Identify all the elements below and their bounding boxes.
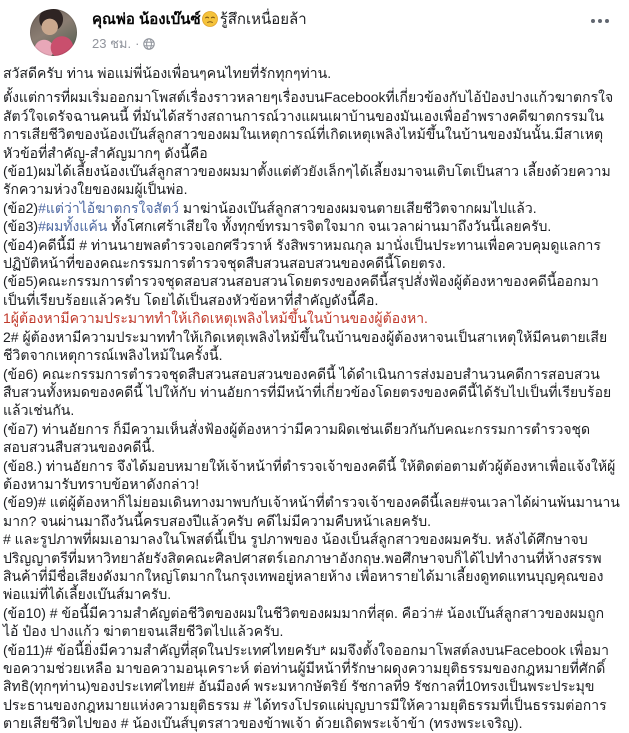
post-text-segment: มาฆ่าน้องเบ๊นส์ลูกสาวของผมจนตายเสียชีวิตจากผมไปแล้ว. (179, 199, 537, 216)
post-header-text (92, 9, 613, 52)
post-text-segment: ทั้งโศกเศร้าเสียใจ ทั้งทุกข์ทรมารจิตใจมาก จนเวลาผ่านมาถึงวันนี้เลยครับ. (107, 218, 552, 235)
post-text-segment: (ข้อ6) คณะกรรมการตำรวจชุดสืบสวนสอบสวนของคดีนี้ ได้ดำเนินการส่งมอบสำนวนคดีการสอบสวนสืบสวนทั้งหมดของคดีนี้ ไปให้กับ ท่านอัยการที่มีหน้าที่เกี่ยวข้องโดยตรงของคดีนี้ได้รับไปเป็นที่เรียบร้อยแล้วเช่นกัน. (3, 365, 612, 419)
post-paragraph (3, 236, 621, 273)
post-text-segment: (ข้อ4)คดีนี้มี # ท่านนายพลตำรวจเอกศรีวราห์ รังสิพราหมณกุล มานั่งเป็นประทานเพื่อควบคุมดูแลการปฏิบัติหน้าที่ของคณะกรรมการตำรวจชุดสืบสวนสอบสวนของคดีนี้โดยตรง. (3, 236, 601, 272)
post-text-segment: (ข้อ7) ท่านอัยการ ก็มีความเห็นสั่งฟ้องผู้ต้องหาว่ามีความผิดเช่นเดียวกันกับคณะกรรมการตำรวจชุดสอบสวนสืบสวนของคดีนี้. (3, 420, 591, 456)
avatar[interactable] (30, 9, 77, 56)
post-paragraph (3, 272, 621, 309)
post-text-segment: # และรูปภาพที่ผมเอามาลงในโพสต์นี้เป็น รูปภาพของ น้องเบ็นส์ลูกสาวของผมครับ. หลังได้ศึกษาจบปริญญาตรีที่มหาวิทยาลัยรังสิตคณะศิลปศาสตร์เอกภาษาอังกฤษ.พอศึกษาจบก็ได้ไปทำงานที่ห้างสรรพสินค้าที่มีชื่อเสียงดังมากใหญ่โตมากในกรุงเทพอยู่หลายห้าง เพื่อหารายได้มาเลี้ยงดูทดแทนบุญคุณของพ่อแม่ที่ได้เลี้ยงเบ๊นส์มาครับ. (3, 531, 604, 603)
dot-icon (598, 19, 602, 23)
globe-icon (143, 38, 155, 50)
highlighted-red-text: 1ผู้ต้องหามีความประมาททำให้เกิดเหตุเพลิงไหม้ขึ้นในบ้านของผู้ต้องหา. (3, 310, 428, 327)
post-paragraph (3, 530, 621, 604)
timestamp[interactable]: 23 ชม. (92, 36, 132, 51)
post-paragraph (3, 162, 621, 199)
post-text-segment: 2# ผู้ต้องหามีความประมาททำให้เกิดเหตุเพลิงไหม้ขึ้นในบ้านของผู้ต้องหาจนเป็นสาเหตุให้มีคนตายเสียชีวิตจากเหตุการณ์เพลิงไหม้ในครั้งนี้. (3, 328, 608, 364)
post-content (0, 61, 629, 733)
feeling-tired-emoji (202, 11, 218, 33)
post-paragraph (3, 457, 621, 494)
post-paragraph (3, 328, 621, 365)
post-text-segment: (ข้อ10) # ข้อนี้มีความสำคัญต่อชีวิตของผมในชีวิตของผมมากที่สุด. คือว่า# น้องเบ๊นส์ลูกสาวของผมถูก ไอ้ ป๋อง ปางแก้ว ฆ่าตายจนเสียชีวิตไปแล้วครับ. (3, 604, 605, 640)
post-text-segment: (ข้อ2) (3, 199, 39, 216)
post-text-segment: (ข้อ5)คณะกรรมการตำรวจชุดสอบสวนสอบสวนโดยตรงของคดีนี้สรุปสั่งฟ้องผู้ต้องหาของคดีนี้ออกมาเป็นที่เรียบร้อยแล้วครับ โดยได้เป็นสองหัวข้อหาที่สำคัญดังนี้คือ. (3, 273, 599, 308)
post-paragraph (3, 88, 621, 162)
post-paragraph (3, 641, 621, 733)
post-paragraph (3, 493, 621, 530)
author-name[interactable]: คุณพ่อ น้องเบ๊นซ์ (92, 11, 201, 28)
post-text-segment: (ข้อ1)ผมได้เลี้ยงน้องเบ๊นส์ลูกสาวของผมมาตั้งแต่ตัวยังเล็กๆได้เลี้ยงมาจนเติบโตเป็นสาว เลี้ยงด้วยความรักความห่วงใยของผมผู้เป็นพ่อ. (3, 163, 611, 198)
post-paragraph (3, 365, 621, 420)
post-header (0, 0, 629, 61)
author-feeling-line (92, 10, 613, 33)
post-text-segment: (ข้อ8.) ท่านอัยการ จึงได้มอบหมายให้เจ้าหน้าที่ตำรวจเจ้าของคดีนี้ ให้ติดต่อตามตัวผู้ต้องหาเพื่อแจ้งให้ผู้ต้องหามารับทราบข้อหาดังกล่าว! (3, 457, 616, 492)
post-paragraph (3, 420, 621, 457)
feeling-text: รู้สึกเหนื่อยล้า (219, 11, 307, 28)
post-text-segment: (ข้อ11)# ข้อนี้ยิ่งมีความสำคัญที่สุดในประเทศไทยครับ* ผมจึงตั้งใจออกมาโพสต์ลงบนFacebook เพื่อมาขอความช่วยเหลือ มาขอความอนุเคราะห์ ต่อท่านผู้มีหน้าที่รักษาผดุงความยุติธรรมของกฎหมายที่ศักดิ์สิทธิ(ทุกๆท่าน)ของประเทศไทย# อันมีองค์ พระมหากษัตริย์ รัชกาลที่9 รัชกาลที่10ทรงเป็นพระประมุขประธานของกฎหมายแห่งความยุติธรรม # ได้ทรงโปรดแผ่บุญบารมีให้ความยุติธรรมที่เป็นธรรมต่อการตายเสียชีวิตไปของ # น้องเบ๊นส์บุตรสาวของข้าพเจ้า ด้วยเถิดพระเจ้าข้า (ทรงพระเจริญ). (3, 641, 609, 732)
more-options-button[interactable] (587, 12, 613, 30)
hashtag-link[interactable]: #ผมทั้งแค้น (38, 218, 108, 235)
post-paragraph (3, 604, 621, 641)
post-paragraph (3, 309, 621, 327)
dot-icon (605, 19, 609, 23)
meta-separator: · (135, 36, 140, 51)
post-paragraph (3, 199, 621, 217)
post-text-segment: สวัสดีครับ ท่าน พ่อแม่พี่น้องเพื่อนๆคนไทยที่รักทุกๆท่าน. (3, 65, 332, 81)
post-text-segment: ตั้งแต่การที่ผมเริ่มออกมาโพสต์เรื่องราวหลายๆเรื่องบนFacebookที่เกี่ยวข้องกับไอ้ป๋องปางแก้วฆาตกรใจสัตว์ใจเดรัจฉานคนนี้ ที่มันได้สร้างสถานการณ์วางแผนเผาบ้านของมันเองเพื่ออำพรางคดีฆาตกรรมในการเสียชีวิตของน้องเบ๊นส์ลูกสาวของผมในเหตุการณ์ที่เกิดเหตุเพลิงไหม้ขึ้นในบ้านของมันนั้น.มีสาเหตุหัวข้อที่สำคัญ-สำคัญมากๆ ดังนี้คือ (3, 89, 614, 161)
post-paragraph (3, 217, 621, 235)
post-paragraph (3, 64, 621, 82)
hashtag-link[interactable]: #แต่ว่าไอ้ฆาตกรใจสัตว์ (38, 199, 180, 216)
post-text-segment: (ข้อ9)# แต่ผู้ต้องหาก็ไม่ยอมเดินทางมาพบกับเจ้าหน้าที่ตำรวจเจ้าของคดีนี้เลย#จนเวลาได้ผ่านพ้นมานานมาก? จนผ่านมาถึงวันนี้ครบสองปีแล้วครับ คดีไม่มีความคืบหน้าเลยครับ. (3, 494, 620, 529)
post-text-segment: (ข้อ3) (3, 218, 39, 235)
dot-icon (591, 19, 595, 23)
post-meta-line (92, 35, 613, 52)
